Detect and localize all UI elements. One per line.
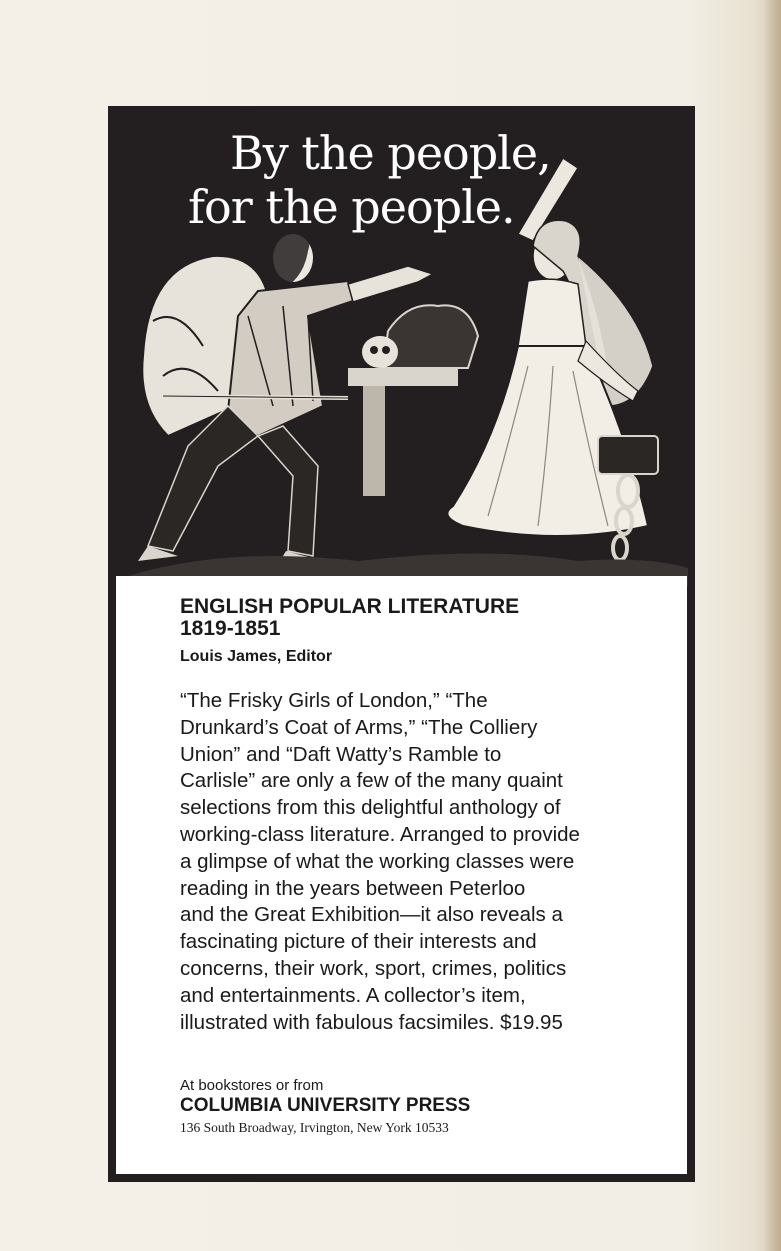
book-title-line-1: ENGLISH POPULAR LITERATURE bbox=[180, 595, 520, 618]
description-line: selections from this delightful anthology of bbox=[180, 796, 561, 820]
description-line: reading in the years between Peterloo bbox=[180, 876, 526, 900]
text-panel bbox=[116, 576, 687, 1174]
description-line: illustrated with fabulous facsimiles. $19.95 bbox=[180, 1010, 563, 1034]
description-line: a glimpse of what the working classes were bbox=[180, 849, 575, 873]
order-note: At bookstores or from bbox=[180, 1077, 324, 1094]
editor-credit: Louis James, Editor bbox=[180, 648, 333, 665]
description bbox=[180, 688, 650, 1036]
description-line: “The Frisky Girls of London,” “The bbox=[180, 689, 488, 712]
headline-line-1: By the people, bbox=[230, 126, 551, 180]
description-line: Union” and “Daft Watty’s Ramble to bbox=[180, 742, 502, 766]
description-line: fascinating picture of their interests and bbox=[180, 930, 537, 954]
page-edge-shadow bbox=[763, 0, 781, 1251]
publisher-name: COLUMBIA UNIVERSITY PRESS bbox=[180, 1095, 471, 1116]
advertisement bbox=[108, 106, 695, 1182]
publisher-address: 136 South Broadway, Irvington, New York 10533 bbox=[180, 1120, 449, 1135]
headline bbox=[188, 126, 588, 234]
book-title bbox=[180, 596, 670, 640]
skull-on-table-icon bbox=[348, 305, 478, 496]
description-line: Carlisle” are only a few of the many quaint bbox=[180, 769, 563, 793]
description-line: concerns, their work, sport, crimes, politics bbox=[180, 956, 567, 980]
villain-figure-icon bbox=[138, 230, 433, 564]
book-title-line-2: 1819-1851 bbox=[180, 617, 281, 640]
description-line: and entertainments. A collector’s item, bbox=[180, 983, 526, 1007]
description-line: working-class literature. Arranged to provide bbox=[180, 822, 580, 846]
headline-line-2: for the people. bbox=[188, 180, 515, 234]
description-line: Drunkard’s Coat of Arms,” “The Colliery bbox=[180, 715, 538, 739]
description-line: and the Great Exhibition—it also reveals a bbox=[180, 903, 563, 927]
